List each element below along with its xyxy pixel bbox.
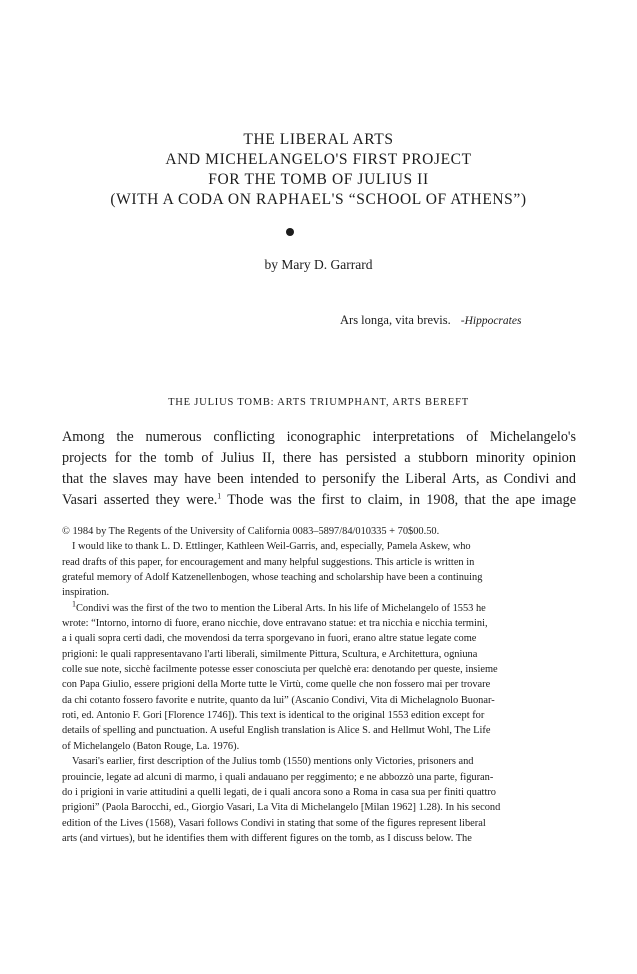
ack-line: I would like to thank L. D. Ettlinger, Kathleen Weil-Garris, and, especially, Pamela Askew, who [72, 541, 471, 553]
note-line: colle sue note, sicchè facilmente potesse esser conosciuta per quelchè era: denotando per queste, insieme [62, 664, 498, 676]
ornament-bullet-icon [286, 228, 294, 236]
note-line: prouincie, legate ad alcuni di marmo, i quali andauano per reggimento; e ne abbozzò una parte, figuran- [62, 771, 494, 783]
ack-line: read drafts of this paper, for encouragement and many helpful suggestions. This article is written in [62, 556, 475, 568]
note-line: arts (and virtues), but he identifies them with different figures on the tomb, as I discuss below. The [62, 832, 472, 844]
footnotes [62, 524, 576, 846]
note-line: edition of the Lives (1568), Vasari follows Condivi in stating that some of the figures represent liberal [62, 817, 486, 829]
section-heading: THE JULIUS TOMB: ARTS TRIUMPHANT, ARTS BEREFT [168, 397, 469, 408]
body-line-with-ref [62, 490, 576, 511]
article-title [40, 130, 597, 210]
title-line-4: (WITH A CODA ON RAPHAEL'S “SCHOOL OF ATHENS”) [110, 191, 527, 208]
note-line: prigioni” (Paola Barocchi, ed., Giorgio Vasari, La Vita di Michelangelo [Milan 1962] 1.28). In his second [62, 802, 501, 814]
ack-line: inspiration. [62, 587, 110, 599]
epigraph [340, 313, 521, 328]
body-line: that the slaves may have been intended to personify the Liberal Arts, as Condivi and [62, 471, 576, 487]
note-line: con Papa Giulio, essere prigioni della Morte tutte le Virtù, come quelle che non fossero mai per trovare [62, 679, 491, 691]
title-line-2: AND MICHELANGELO'S FIRST PROJECT [165, 151, 472, 168]
note-1-marker: 1 [72, 600, 76, 609]
note-line: Vasari's earlier, first description of the Julius tomb (1550) mentions only Victories, prisoners and [72, 756, 474, 768]
note-line: roti, ed. Antonio F. Gori [Florence 1746]). This text is identical to the original 1553 edition except for [62, 710, 485, 722]
note-line: da chi cotanto fossero favorite e nutrite, quanto da lui” (Ascanio Condivi, Vita di Michelagnolo Buonar- [62, 694, 495, 706]
epigraph-text: Ars longa, vita brevis. [340, 313, 451, 327]
footnote-ref-1[interactable]: 1 [217, 491, 222, 501]
note-line: details of spelling and punctuation. A useful English translation is Alice S. and Hellmut Wohl, The Life [62, 725, 491, 737]
title-line-1: THE LIBERAL ARTS [243, 131, 394, 148]
body-line-start: Vasari asserted they were. [62, 492, 218, 508]
note-line: of Michelangelo (Baton Rouge, La. 1976). [62, 740, 240, 752]
note-line: a i quali sopra certi dadi, che movendosi da terra sporgevano in fuori, erano altre statue legate come [62, 633, 477, 645]
note-line: do i prigioni in varie attitudini a quelli legati, de i quali ancora sono a Roma in casa sua per finiti quattro [62, 786, 496, 798]
body-line-end: Thode was the first to claim, in 1908, that the ape image [221, 492, 576, 508]
epigraph-source: -Hippocrates [460, 315, 522, 327]
ack-line: grateful memory of Adolf Katzenellenbogen, whose teaching and scholarship have been a continuing [62, 572, 483, 584]
body-line: Among the numerous conflicting iconographic interpretations of Michelangelo's [62, 429, 576, 445]
body-line: projects for the tomb of Julius II, there has persisted a stubborn minority opinion [62, 450, 576, 466]
copyright-line: © 1984 by The Regents of the University of California 0083–5897/84/010335 + 70$00.50. [62, 526, 440, 537]
note-1-first-line [62, 601, 576, 616]
author-byline: by Mary D. Garrard [264, 257, 373, 272]
note-line: wrote: “Intorno, intorno di fuore, erano nicchie, dove entravano statue: et tra nicchia e nicchia termini, [62, 618, 488, 630]
note-line: Condivi was the first of the two to mention the Liberal Arts. In his life of Michelangelo of 1553 he [76, 602, 486, 614]
note-line: prigioni: le quali rappresentavano l'arti liberali, similmente Pittura, Scultura, e Architettura, ogniuna [62, 648, 478, 660]
body-paragraph [62, 427, 576, 511]
title-line-3: FOR THE TOMB OF JULIUS II [208, 171, 429, 188]
